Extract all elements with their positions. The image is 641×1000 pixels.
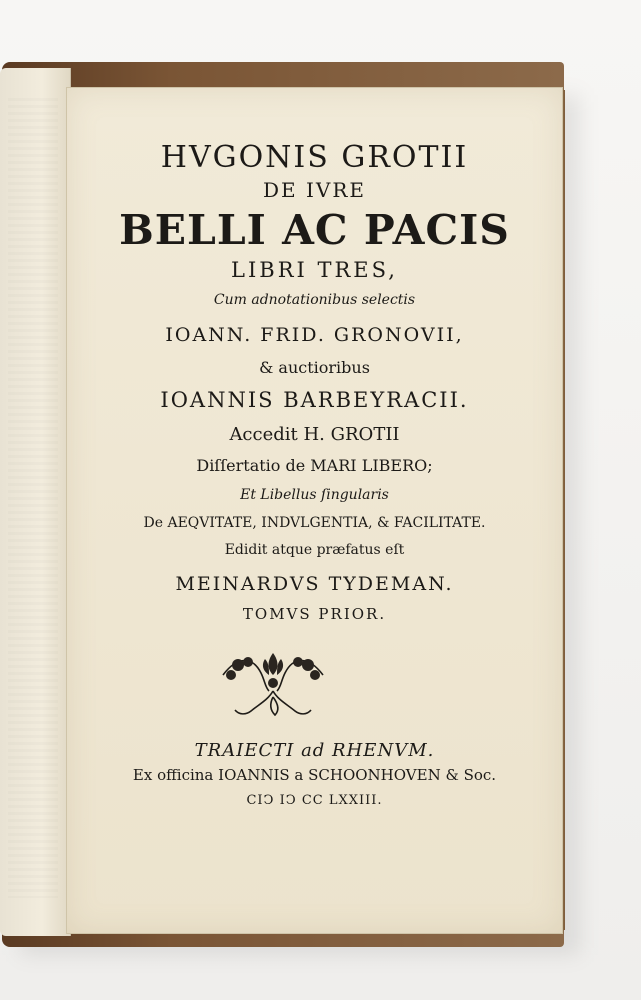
editor-line: MEINARDVS TYDEMAN. <box>175 573 454 595</box>
auctioribus-line: & auctioribus <box>259 358 370 377</box>
title-page <box>66 87 563 934</box>
imprint-place: TRAIECTI ad RHENVM. <box>194 740 435 761</box>
imprint-date: CIↃ IↃ CC LXXIII. <box>246 793 383 808</box>
accedit-line: Accedit H. GROTII <box>229 424 400 445</box>
aequitate-line: De AEQVITATE, INDVLGENTIA, & FACILITATE. <box>143 515 486 531</box>
floral-vignette-icon <box>213 645 333 720</box>
main-title: BELLI AC PACIS <box>119 206 510 254</box>
books-line: LIBRI TRES, <box>231 258 398 282</box>
subtitle-line: DE IVRE <box>263 178 366 202</box>
dissertatio-line: Diſſertatio de MARI LIBERO; <box>196 456 433 475</box>
libellus-line: Et Libellus ſingularis <box>240 487 389 503</box>
volume-line: TOMVS PRIOR. <box>242 605 387 623</box>
gronovius-line: IOANN. FRID. GRONOVII, <box>165 324 464 346</box>
barbeyrac-line: IOANNIS BARBEYRACII. <box>160 388 469 412</box>
author-line: HVGONIS GROTII <box>160 140 469 175</box>
page-texture <box>8 98 58 898</box>
annotations-line: Cum adnotationibus selectis <box>213 292 416 308</box>
imprint-publisher: Ex officina IOANNIS a SCHOONHOVEN & Soc. <box>132 766 497 784</box>
left-page <box>0 68 71 936</box>
edidit-line: Edidit atque præfatus eſt <box>224 542 405 558</box>
